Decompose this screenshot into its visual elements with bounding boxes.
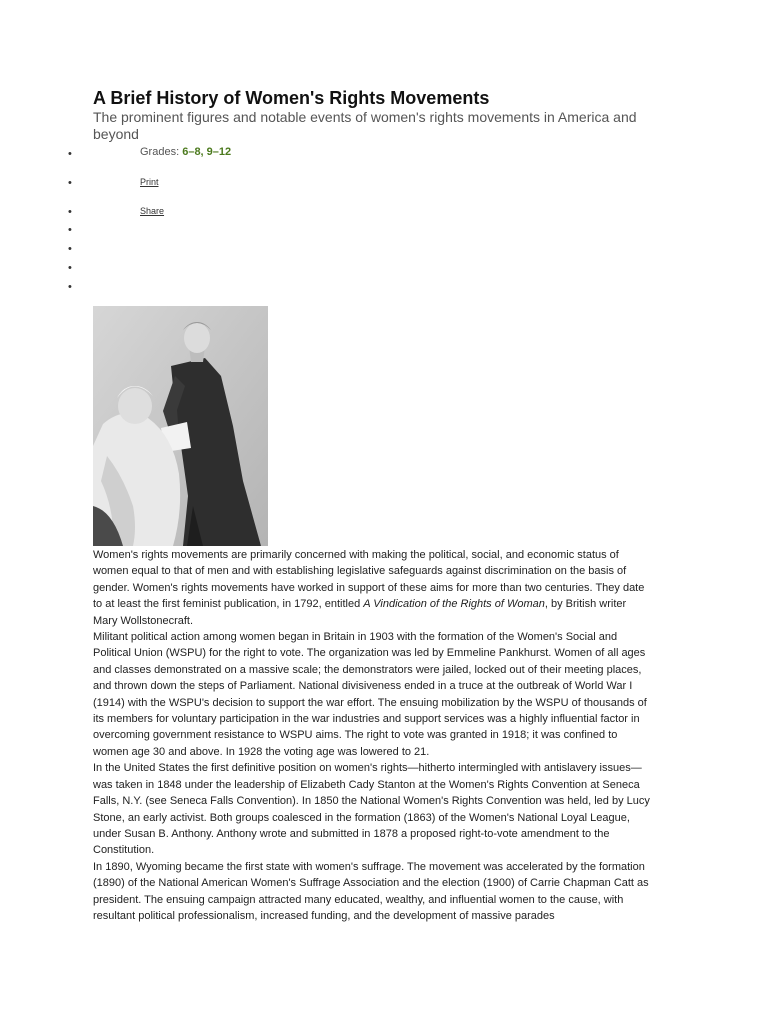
article-paragraph [93, 547, 653, 629]
list-bullet: • [68, 177, 72, 189]
article-paragraph: In 1890, Wyoming became the first state with women's suffrage. The movement was accelerated by the formation (1890) of the National American Women's Suffrage Association and the election (1900) of Carrie Chapman Catt as president. The ensuing campaign attracted many educated, wealthy, and influential women to the cause, with resultant political professionalism, increased funding, and the development of massive parades [93, 860, 649, 922]
paragraph-text: , by British writer Mary Wollstonecraft. [93, 598, 627, 627]
page-subtitle: The prominent figures and notable events of women's rights movements in America and beyond [93, 109, 637, 142]
article-paragraph: In the United States the first definitive position on women's rights—hitherto intermingled with antislavery issues—was taken in 1848 under the leadership of Elizabeth Cady Stanton at the Women's Rights Convention at Seneca Falls, N.Y. (see Seneca Falls Convention). In 1850 the National Women's Rights Convention was held, led by Lucy Stone, an early activist. Both groups coalesced in the formation (1863) of the Women's National Loyal League, under Susan B. Anthony. Anthony wrote and submitted in 1878 a proposed right-to-vote amendment to the Constitution. [93, 762, 650, 857]
list-bullet: • [68, 281, 72, 293]
grades-value: 6–8, 9–12 [182, 146, 232, 158]
paragraph-text: Women's rights movements are primarily concerned with making the political, social, and economic status of women equal to that of men and with establishing legislative safeguards against discrimination on the basis of gender. Women's rights movements have worked in support of these aims for more than two centuries. They date to at least the first feminist publication, in 1792, entitled [93, 549, 645, 611]
list-bullet: • [68, 262, 72, 274]
book-title: A Vindication of the Rights of Woman [363, 598, 545, 611]
print-link[interactable]: Print [140, 177, 159, 187]
grades-label: Grades: [140, 146, 180, 158]
photo-of-two-women-icon [93, 306, 268, 546]
list-bullet: • [68, 148, 72, 160]
list-bullet: • [68, 224, 72, 236]
grades-info [140, 146, 231, 158]
list-bullet: • [68, 206, 72, 218]
share-link[interactable]: Share [140, 206, 165, 216]
article-body [93, 547, 653, 924]
list-bullet: • [68, 243, 72, 255]
article-paragraph: Militant political action among women began in Britain in 1903 with the formation of the Women's Social and Political Union (WSPU) for the right to vote. The organization was led by Emmeline Pankhurst. Women of all ages and classes demonstrated on a massive scale; the demonstrators were jailed, locked out of their meeting places, and thrown down the steps of Parliament. National divisiveness ended in a truce at the outbreak of World War I (1914) with the WSPU's decision to support the war effort. The ensuing mobilization by the WSPU of thousands of its members for voluntary participation in the war industries and support services was a highly influential factor in overcoming government resistance to WSPU aims. The right to vote was granted in 1918; it was confined to women age 30 and above. In 1928 the voting age was lowered to 21. [93, 631, 647, 758]
page-title: A Brief History of Women's Rights Movements [93, 88, 490, 108]
